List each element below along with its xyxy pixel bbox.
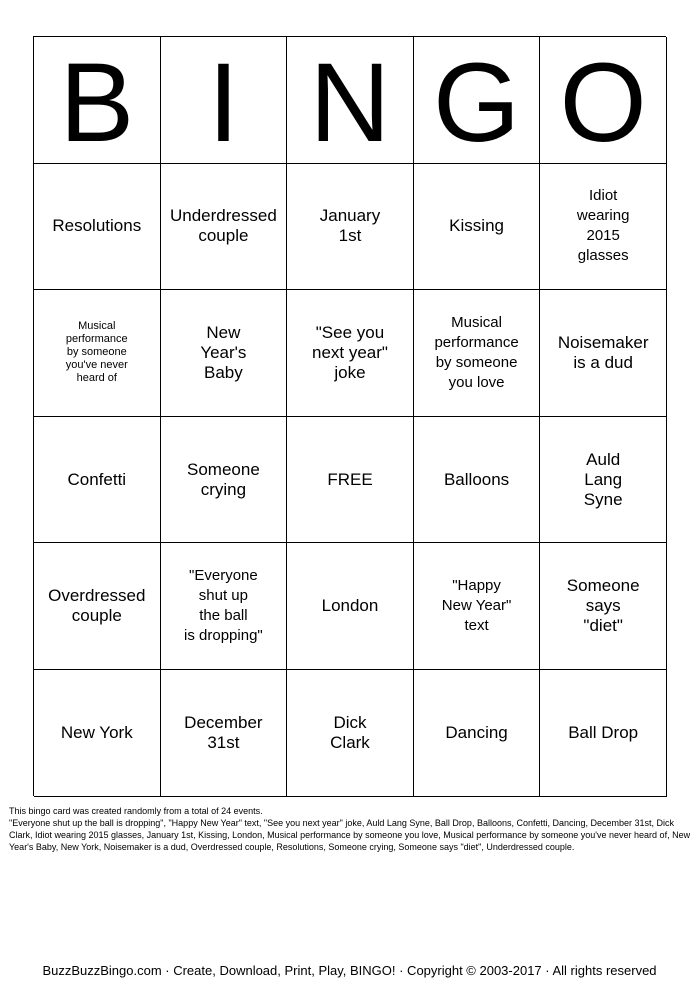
bingo-square (540, 290, 667, 417)
bingo-row (34, 290, 666, 417)
free-square (287, 417, 414, 544)
footer-copyright: BuzzBuzzBingo.com · Create, Download, Print, Play, BINGO! · Copyright © 2003-2017 · All rights reserved (42, 963, 657, 978)
bingo-square (287, 290, 414, 417)
bingo-square (161, 543, 288, 670)
header-row (34, 37, 666, 164)
bingo-square (287, 164, 414, 291)
bingo-square (540, 164, 667, 291)
bingo-square (414, 290, 541, 417)
bingo-square (414, 164, 541, 291)
square-text: Underdressed couple (170, 206, 277, 246)
bingo-square (540, 417, 667, 544)
bingo-square (34, 670, 161, 797)
card-info-summary: This bingo card was created randomly from a total of 24 events. (9, 806, 263, 816)
bingo-square (287, 670, 414, 797)
bingo-card (33, 36, 666, 796)
bingo-row (34, 417, 666, 544)
bingo-square (161, 670, 288, 797)
bingo-square (414, 417, 541, 544)
bingo-square (414, 670, 541, 797)
square-text: Musical performance by someone you love (434, 313, 519, 391)
bingo-square (540, 670, 667, 797)
bingo-square (34, 543, 161, 670)
square-text: Dick Clark (330, 712, 370, 752)
square-text: New Year's Baby (200, 322, 247, 382)
square-text: Dancing (445, 722, 508, 742)
square-text: Kissing (449, 216, 504, 236)
header-letter-n: N (287, 37, 414, 164)
bingo-square (414, 543, 541, 670)
square-text: Someone says "diet" (566, 576, 640, 636)
square-text: "Everyone shut up the ball is dropping" (184, 567, 263, 645)
bingo-square (161, 290, 288, 417)
header-letter-g: G (414, 37, 541, 164)
square-text: January 1st (319, 206, 381, 246)
bingo-square (161, 164, 288, 291)
bingo-row (34, 164, 666, 291)
square-text: Noisemaker is a dud (557, 332, 649, 372)
bingo-square (34, 417, 161, 544)
square-text: FREE (327, 469, 373, 489)
bingo-square (287, 543, 414, 670)
square-text: Balloons (443, 469, 510, 489)
square-text: Idiot wearing 2015 glasses (576, 187, 630, 265)
square-text: December 31st (184, 712, 263, 752)
square-text: "Happy New Year" text (441, 577, 512, 635)
header-letter-o: O (540, 37, 667, 164)
card-info-events-list: "Everyone shut up the ball is dropping", "Happy New Year" text, "See you next year" joke, Auld Lang Syne, Ball Drop, Balloons, Confetti, Dancing, December 31st, Dick Clark, Idiot wearing 2015 glasses, January 1st, Kissing, London, Musical performance by someone you love, Musical performance by someone you've never heard of, New Year's Baby, New York, Noisemaker is a dud, Overdressed couple, Resolutions, Someone crying, Someone says "diet", Underdressed couple. (9, 818, 691, 852)
bingo-row (34, 543, 666, 670)
square-text: Auld Lang Syne (583, 449, 623, 509)
square-text: Musical performance by someone you've never heard of (65, 320, 128, 385)
card-info (9, 805, 691, 853)
bingo-square (161, 417, 288, 544)
bingo-square (34, 290, 161, 417)
square-text: New York (60, 722, 133, 742)
square-text: Overdressed couple (48, 586, 146, 626)
square-text: Someone crying (187, 459, 260, 499)
square-text: Resolutions (52, 216, 142, 236)
bingo-row (34, 670, 666, 797)
square-text: London (321, 596, 379, 616)
header-letter-b: B (34, 37, 161, 164)
square-text: Ball Drop (568, 722, 639, 742)
bingo-square (34, 164, 161, 291)
header-letter-i: I (161, 37, 288, 164)
square-text: "See you next year" joke (312, 322, 388, 382)
bingo-square (540, 543, 667, 670)
square-text: Confetti (67, 469, 127, 489)
